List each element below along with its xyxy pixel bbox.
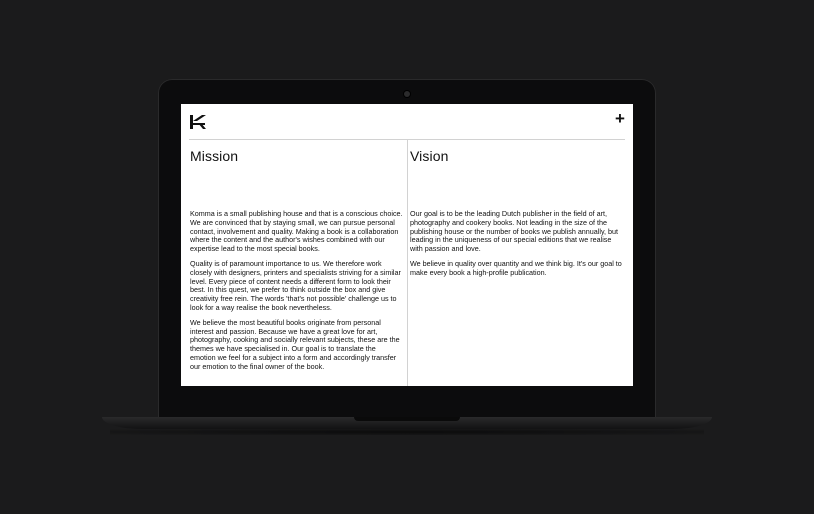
mission-paragraph: Komma is a small publishing house and that is a conscious choice. We are convinced that by staying small, we can pursue personal contact, involvement and quality. Making a book is a collaboration where the content and the author's wishes combined with our expertise lead to the most special books. [190, 209, 403, 254]
vision-body [410, 210, 624, 284]
laptop-notch [354, 417, 460, 421]
mission-column [190, 148, 403, 371]
vision-paragraph: We believe in quality over quantity and we think big. It's our goal to make every book a high-profile publication. [410, 258, 622, 277]
laptop-shadow [110, 429, 704, 435]
plus-icon[interactable]: + [615, 109, 625, 128]
mission-title: Mission [190, 148, 239, 164]
camera-icon [404, 91, 410, 97]
vision-paragraph: Our goal is to be the leading Dutch publisher in the field of art, photography and cookery books. Not leading in the size of the publishing house or the number of books we publish annually, but leading in the uniqueness of our special editions that we realise with passion and love. [410, 209, 619, 254]
komma-k-logo-icon[interactable] [189, 114, 207, 130]
vision-title: Vision [410, 148, 449, 164]
laptop-screen [181, 104, 633, 386]
vision-column [410, 148, 624, 277]
column-divider [407, 140, 408, 386]
mission-paragraph: Quality is of paramount importance to us. We therefore work closely with designers, printers and specialists striving for a similar level. Every piece of content needs a different form to look their best. In this quest, we prefer to think outside the box and give creativity free rein. The words 'that's not possible' challenge us to look for a way realise the book nevertheless. [190, 258, 401, 312]
mission-body [190, 210, 403, 378]
mission-paragraph: We believe the most beautiful books originate from personal interest and passion. Because we have a great love for art, photography, cooking and socially relevant subjects, these are the themes we have specialised in. Our goal is to translate the emotion we feel for a subject into a form and accordingly transfer our emotion to the final owner of the book. [190, 317, 400, 371]
